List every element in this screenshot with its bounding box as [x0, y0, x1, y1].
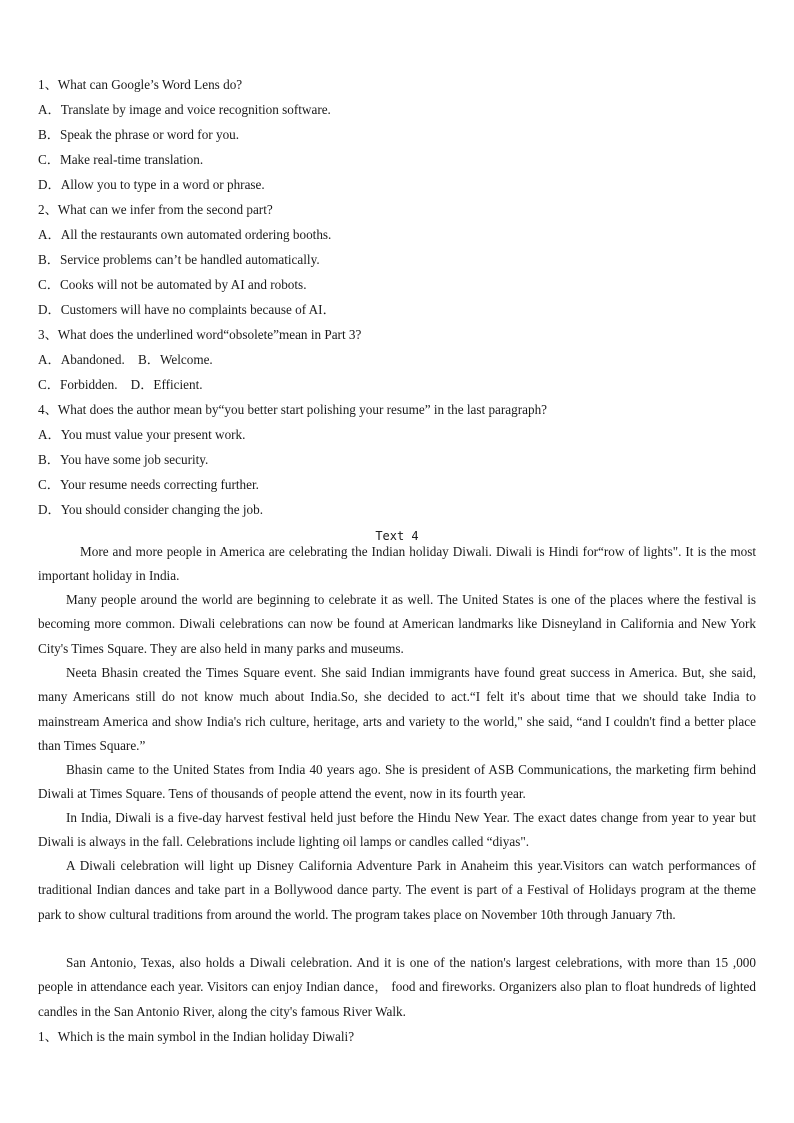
question-2-option-d: D．Customers will have no complaints because of AI． — [38, 302, 336, 317]
text-4-paragraph: Many people around the world are beginning to celebrate it as well. The United States is one of the places where the festival is becoming more common. Diwali celebrations can now be found at American landmarks like Disneyland in California and New York City's Times Square. They are also held in many parks and museums. — [38, 592, 756, 656]
text-4-paragraph: San Antonio, Texas, also holds a Diwali celebration. And it is one of the nation's largest celebrations, with more than 15 ,000 people in attendance each year. Visitors can enjoy Indian dance， food and fireworks. Organizers also plan to float hundreds of lighted candles in the San Antonio River, along the city's famous River Walk. — [38, 955, 756, 1019]
question-4-option-b: B．You have some job security. — [38, 452, 209, 467]
text-4-paragraph: More and more people in America are celebrating the Indian holiday Diwali. Diwali is Hindi for“row of lights". It is the most important holiday in India. — [38, 544, 756, 584]
question-4-option-c: C．Your resume needs correcting further. — [38, 477, 259, 492]
question-2-option-c: C．Cooks will not be automated by AI and robots. — [38, 277, 307, 292]
question-4-option-a: A．You must value your present work. — [38, 427, 246, 442]
text-4-paragraph: Bhasin came to the United States from India 40 years ago. She is president of ASB Communications, the marketing firm behind Diwali at Times Square. Tens of thousands of people attend the event, now in its fourth year. — [38, 762, 756, 802]
question-3-options-ab: A．Abandoned. B．Welcome. — [38, 352, 213, 367]
question-1-option-d: D．Allow you to type in a word or phrase. — [38, 177, 265, 192]
question-1-stem: 1、What can Google’s Word Lens do? — [38, 77, 243, 92]
question-3-stem: 3、What does the underlined word“obsolete”mean in Part 3? — [38, 327, 362, 342]
question-2-option-b: B．Service problems can’t be handled automatically. — [38, 252, 320, 267]
question-1-option-a: A．Translate by image and voice recognition software. — [38, 102, 331, 117]
question-4-option-d: D．You should consider changing the job. — [38, 502, 264, 517]
question-3-options-cd: C．Forbidden. D．Efficient. — [38, 377, 203, 392]
text-4-question-1-stem: 1、Which is the main symbol in the Indian holiday Diwali? — [38, 1029, 355, 1044]
question-2-option-a: A．All the restaurants own automated ordering booths. — [38, 227, 332, 242]
question-1-option-c: C．Make real-time translation. — [38, 152, 204, 167]
text-4-title: Text 4 — [375, 529, 419, 543]
question-4-stem: 4、What does the author mean by“you better start polishing your resume” in the last paragraph? — [38, 402, 548, 417]
text-4-paragraph: In India, Diwali is a five-day harvest festival held just before the Hindu New Year. The exact dates change from year to year but Diwali is always in the fall. Celebrations include lighting oil lamps or candles called “diyas". — [38, 810, 756, 850]
question-2-stem: 2、What can we infer from the second part? — [38, 202, 273, 217]
text-4-paragraph: A Diwali celebration will light up Disney California Adventure Park in Anaheim this year.Visitors can watch performances of traditional Indian dances and take part in a Bollywood dance party. The event is part of a Festival of Holidays program at the theme park to show cultural traditions from around the world. The program takes place on November 10th through January 7th. — [38, 858, 756, 922]
text-4-paragraph: Neeta Bhasin created the Times Square event. She said Indian immigrants have found great success in America. But, she said, many Americans still do not know much about India.So, she decided to act.“I felt it's about time that we should take India to mainstream America and show India's rich culture, heritage, arts and variety to the world," she said, “and I couldn't find a better place than Times Square.” — [38, 665, 756, 753]
question-1-option-b: B．Speak the phrase or word for you. — [38, 127, 240, 142]
